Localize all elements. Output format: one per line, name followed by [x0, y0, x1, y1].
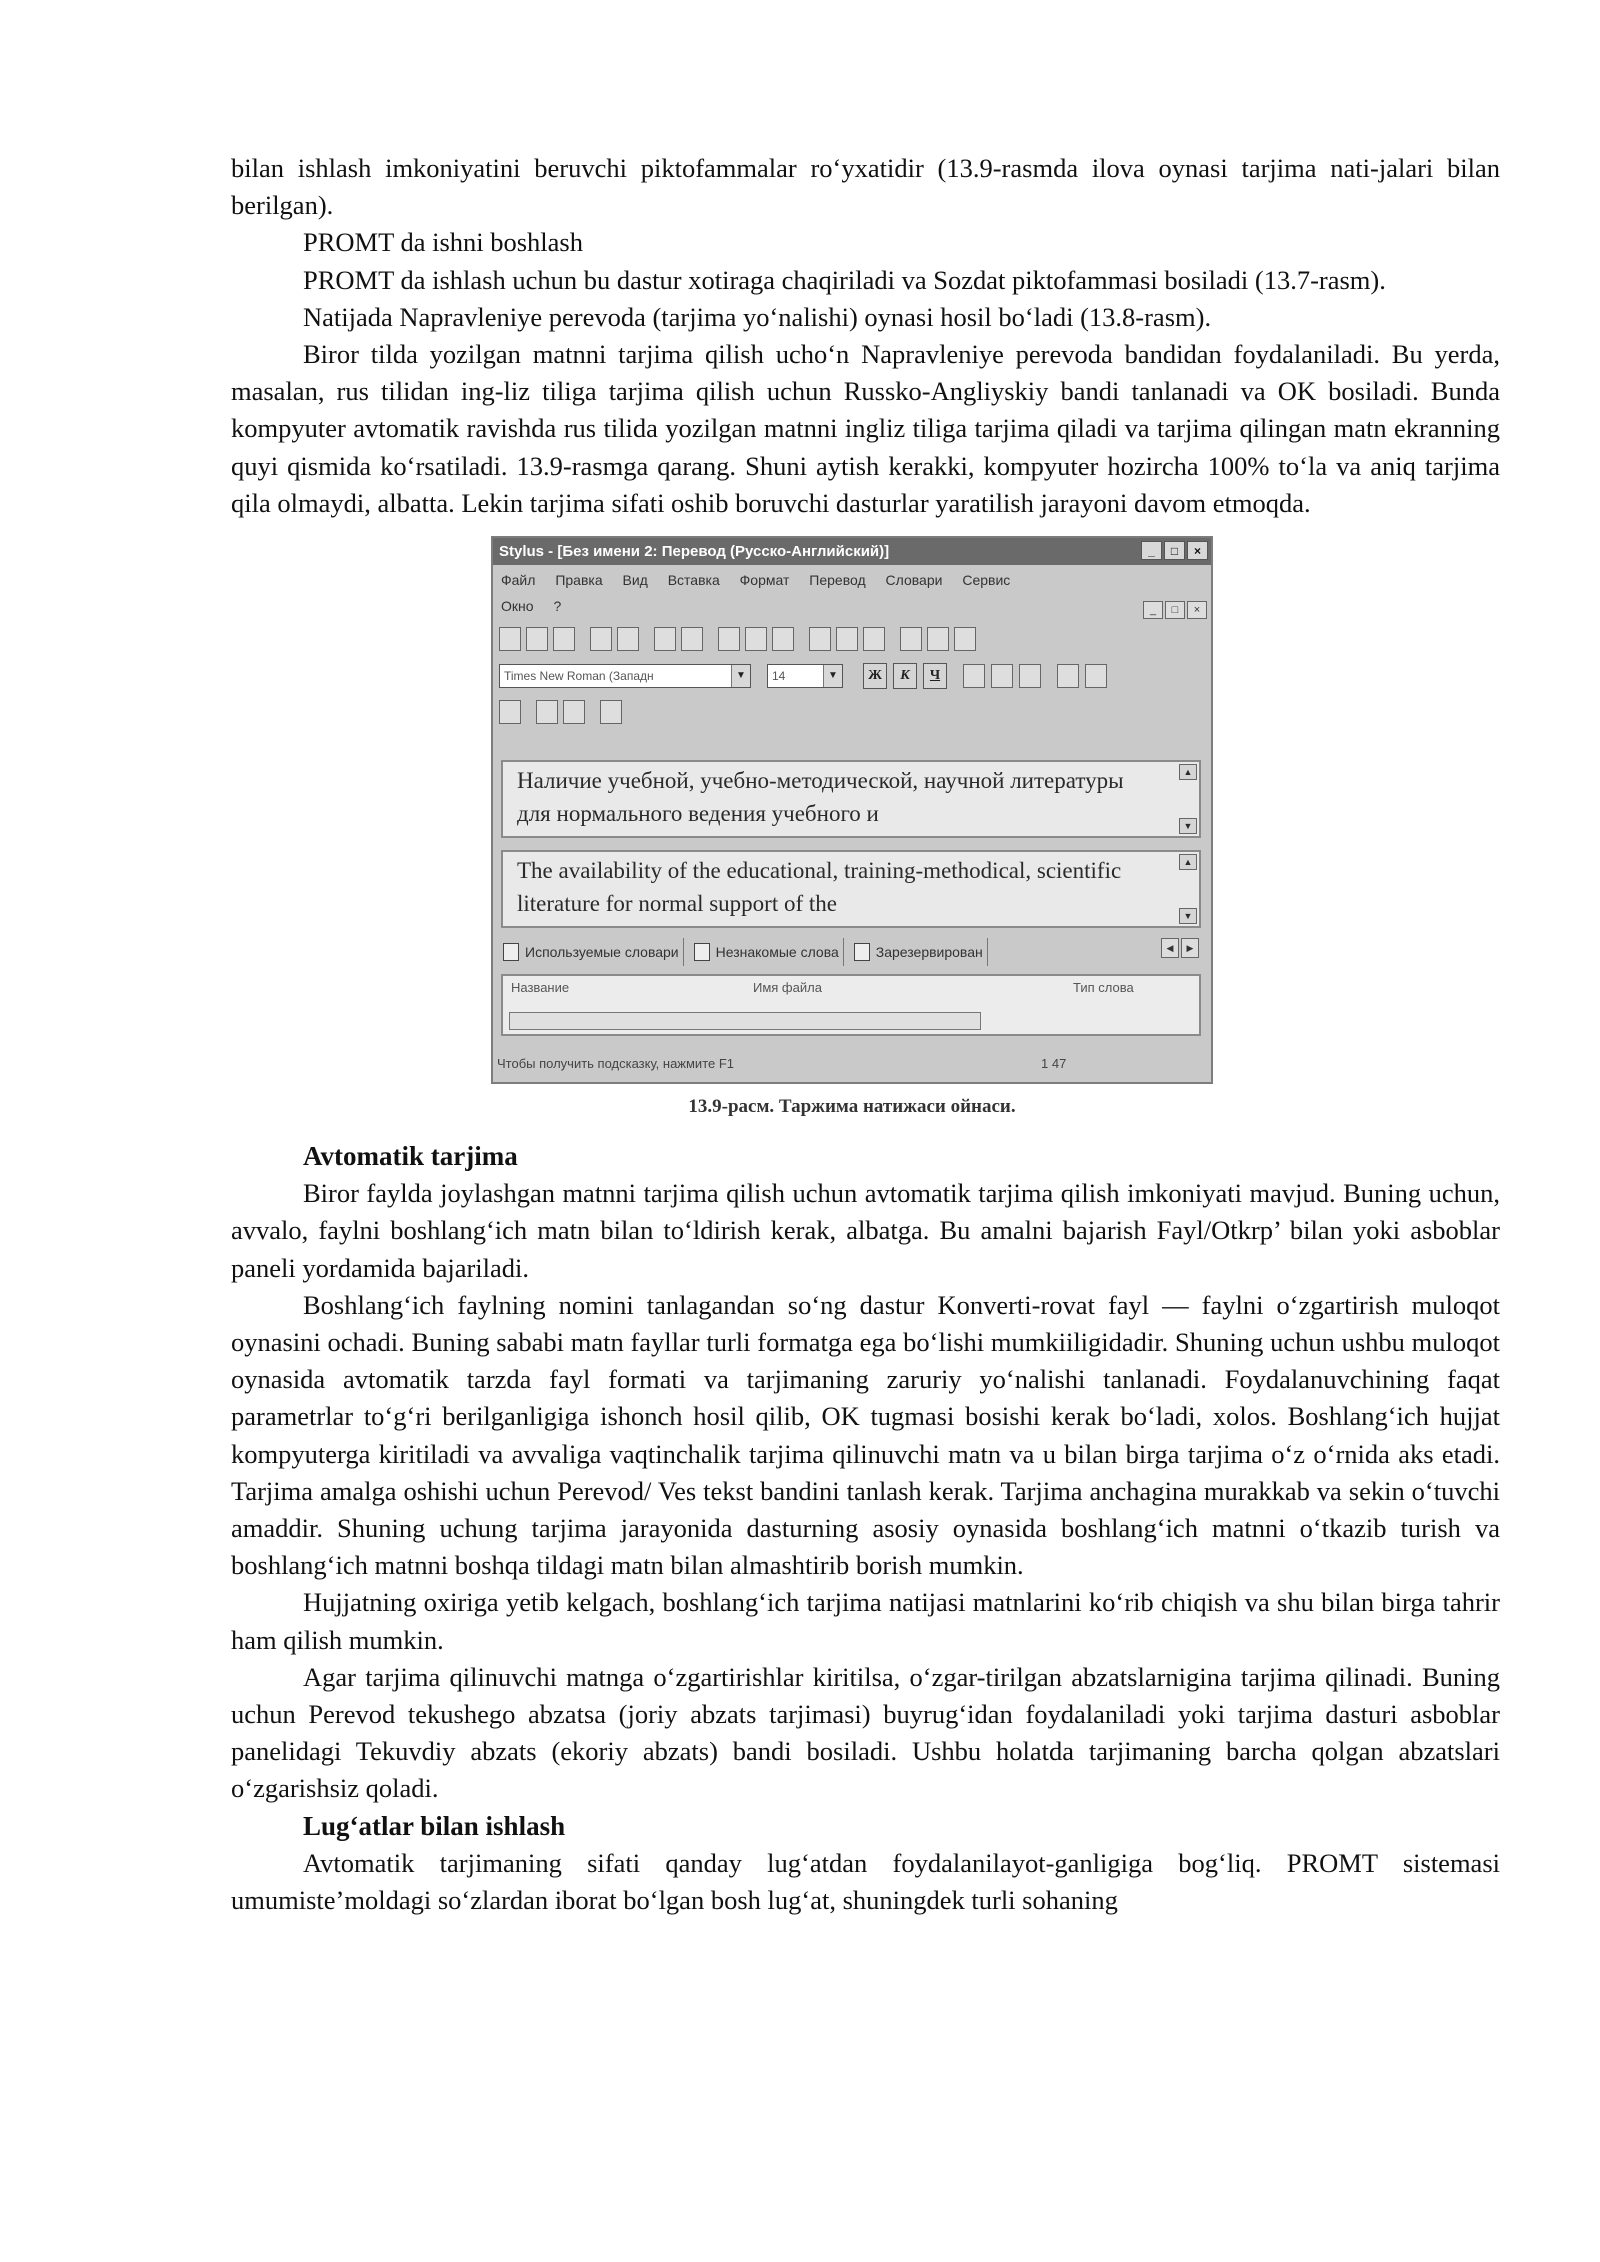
figure-screenshot — [491, 536, 1213, 1116]
window-title: Stylus - [Без имени 2: Перевод (Русско-Английский)] — [499, 543, 890, 561]
source-text-pane[interactable] — [501, 760, 1201, 838]
save-icon[interactable] — [553, 627, 575, 651]
menu-format[interactable]: Формат — [739, 572, 790, 589]
paste-icon[interactable] — [772, 627, 794, 651]
tab-label: Используемые словари — [525, 944, 679, 961]
pane-split-icon[interactable] — [927, 627, 949, 651]
app-window — [491, 536, 1213, 1084]
window-titlebar — [493, 538, 1211, 565]
tab-used-dictionaries[interactable] — [499, 938, 684, 966]
paragraph: Biror tilda yozilgan matnni tarjima qilish ucho‘n Napravleniye perevoda bandidan foydalaniladi. Bu yerda, masalan, rus tilidan ing-liz tiliga tarjima qilish uchun Russko-Angliyskiy bandi tanlanadi va OK bosiladi. Bunda kompyuter avtomatik ravishda rus tilida yozilgan matnni ingliz tiliga tarjima qiladi va tarjima qilingan matn ekranning quyi qismida ko‘rsatiladi. 13.9-rasmga qarang. Shuni aytish kerakki, kompyuter hozircha 100% to‘la va aniq tarjima qila olmaydi, albatta. Lekin tarjima sifati oshib boruvchi dasturlar yaratilish jarayoni davom etmoqda. — [231, 339, 1500, 518]
target-text: The availability of the educational, training-methodical, scientific literature for normal support of the — [517, 858, 1122, 917]
doc-minimize-button[interactable]: _ — [1143, 601, 1163, 619]
font-select-value: Times New Roman (Западн — [504, 669, 654, 684]
document-page — [231, 150, 1500, 1919]
menu-service[interactable]: Сервис — [962, 572, 1011, 589]
dictionary-icon — [503, 943, 519, 961]
find-icon[interactable] — [654, 627, 676, 651]
extra-toolbar — [493, 695, 1211, 729]
align-left-icon[interactable] — [963, 664, 985, 688]
target-text-pane[interactable] — [501, 850, 1201, 928]
menu-help[interactable]: ? — [553, 598, 562, 615]
column-header-name[interactable]: Название — [511, 980, 570, 996]
paragraph: Agar tarjima qilinuvchi matnga o‘zgartirishlar kiritilsa, o‘zgar-tirilgan abzatslarnigina tarjima qilinadi. Buning uchun Perevod tekushego abzatsa (joriy abzats tarjimasi) buyrug‘idan foydalaniladi yoki tarjima dasturi asboblar panelidagi Tekuvdiy abzats (ekoriy abzats) bandi bosiladi. Ushbu holatda tarjimaning barcha qolgan abzatslari o‘zgarishsiz qoladi. — [231, 1661, 1500, 1804]
size-select[interactable] — [767, 664, 843, 688]
replace-icon[interactable] — [681, 627, 703, 651]
status-bar — [493, 1050, 1213, 1078]
menu-file[interactable]: Файл — [501, 572, 536, 589]
grid-icon[interactable] — [954, 627, 976, 651]
dictionary-icon[interactable] — [536, 700, 558, 724]
size-select-value: 14 — [772, 669, 786, 684]
column-header-file[interactable]: Имя файла — [753, 980, 822, 996]
paragraph: PROMT da ishlash uchun bu dastur xotiraga chaqiriladi va Sozdat piktofammasi bosiladi (13.7-rasm). — [303, 264, 1386, 295]
scroll-down-icon: ▼ — [1179, 818, 1197, 834]
underline-button[interactable]: Ч — [923, 663, 947, 689]
doc-restore-button[interactable]: □ — [1165, 601, 1185, 619]
tab-prev-icon[interactable]: ◀ — [1161, 938, 1179, 958]
paragraph: Biror faylda joylashgan matnni tarjima qilish uchun avtomatik tarjima qilish imkoniyati mavjud. Buning uchun, avvalo, faylni boshlang‘ich matn bilan to‘ldirish kerak, albatga. Bu amalni bajarish Fayl/Otkrp’ bilan yoki asboblar paneli yordamida bajariladi. — [231, 1178, 1500, 1283]
bottom-tabs — [499, 938, 1199, 966]
section-heading: Avtomatik tarjima — [303, 1141, 518, 1172]
menu-dictionaries[interactable]: Словари — [885, 572, 943, 589]
scroll-up-icon: ▲ — [1179, 854, 1197, 870]
indent-icon[interactable] — [1085, 664, 1107, 688]
tab-reserved[interactable] — [850, 938, 988, 966]
horizontal-scrollbar[interactable] — [509, 1012, 981, 1030]
status-position: 1 47 — [1041, 1056, 1067, 1072]
help-icon[interactable] — [600, 700, 622, 724]
menu-view[interactable]: Вид — [622, 572, 648, 589]
section-heading: Lug‘atlar bilan ishlash — [303, 1810, 566, 1841]
minimize-button[interactable]: _ — [1141, 541, 1162, 560]
scrollbar[interactable] — [1179, 854, 1197, 924]
menu-window[interactable]: Окно — [501, 598, 534, 615]
check-icon — [854, 943, 870, 961]
translate-icon[interactable] — [590, 627, 612, 651]
list-icon[interactable] — [1057, 664, 1079, 688]
column-header-type[interactable]: Тип слова — [1073, 980, 1134, 996]
copy-icon[interactable] — [745, 627, 767, 651]
chevron-down-icon: ▼ — [731, 665, 750, 687]
paragraph: Hujjatning oxiriga yetib kelgach, boshlang‘ich tarjima natijasi matnlarini ko‘rib chiqish va shu bilan birga tahrir ham qilish mumkin. — [231, 1587, 1500, 1655]
standard-toolbar — [493, 621, 1211, 657]
layout-side-icon[interactable] — [836, 627, 858, 651]
paragraph: Natijada Napravleniye perevoda (tarjima yo‘nalishi) oynasi hosil bo‘ladi (13.8-rasm). — [303, 301, 1212, 332]
align-center-icon[interactable] — [991, 664, 1013, 688]
pane-icon[interactable] — [900, 627, 922, 651]
tab-next-icon[interactable]: ▶ — [1181, 938, 1199, 958]
figure-caption: 13.9-расм. Таржима натижаси ойнаси. — [688, 1096, 1016, 1118]
menu-insert[interactable]: Вставка — [667, 572, 720, 589]
scrollbar[interactable] — [1179, 764, 1197, 834]
dictionary-list — [501, 974, 1201, 1036]
font-select[interactable] — [499, 664, 751, 688]
menu-bar — [493, 565, 1211, 621]
tab-label: Зарезервирован — [875, 944, 983, 961]
status-hint: Чтобы получить подсказку, нажмите F1 — [497, 1056, 735, 1072]
menu-edit[interactable]: Правка — [555, 572, 603, 589]
maximize-button[interactable]: □ — [1164, 541, 1185, 560]
format-toolbar — [493, 657, 1211, 695]
close-button[interactable]: × — [1187, 541, 1208, 560]
bold-button[interactable]: Ж — [863, 663, 887, 689]
translate-all-icon[interactable] — [617, 627, 639, 651]
layout-single-icon[interactable] — [863, 627, 885, 651]
cut-icon[interactable] — [718, 627, 740, 651]
new-icon[interactable] — [499, 627, 521, 651]
source-text: Наличие учебной, учебно-методической, научной литературы для нормального ведения учебного и — [517, 768, 1124, 827]
italic-button[interactable]: К — [893, 663, 917, 689]
open-icon[interactable] — [526, 627, 548, 651]
page-icon — [694, 943, 710, 961]
tools-icon[interactable] — [563, 700, 585, 724]
paragraph: Avtomatik tarjimaning sifati qanday lug‘atdan foydalanilayot-ganligiga bog‘liq. PROMT sistemasi umumiste’moldagi so‘zlardan iborat bo‘lgan bosh lug‘at, shuningdek turli sohaning — [231, 1847, 1500, 1916]
scroll-down-icon: ▼ — [1179, 908, 1197, 924]
menu-translate[interactable]: Перевод — [809, 572, 866, 589]
paragraph: PROMT da ishni boshlash — [303, 227, 583, 258]
paragraph: Boshlang‘ich faylning nomini tanlagandan so‘ng dastur Konverti-rovat fayl — faylni o‘zgartirish muloqot oynasini ochadi. Buning sababi matn fayllar turli formatga ega bo‘lishi mumkiiligidadir. Shuning uchun ushbu muloqot oynasida avtomatik tarzda fayl formati va tarjimaning zaruriy yo‘nalishi tanlanadi. Foydalanuvchining faqat parametrlar to‘g‘ri berilganligiga ishonch hosil qilib, OK tugmasi bosishi kerak bo‘ladi, xolos. Boshlang‘ich hujjat kompyuterga kiritiladi va avvaliga vaqtinchalik tarjima qilinuvchi matn va u bilan birga tarjima o‘z o‘rnida aks etadi. Tarjima amalga oshishi uchun Perevod/ Ves tekst bandini tanlash kerak. Tarjima anchagina murakkab va sekin o‘tuvchi amaddir. Shuning uchung tarjima jarayonida dasturning asosiy oynasida boshlang‘ich matnni o‘tkazib turish va boshlang‘ich matnni boshqa tildagi matn bilan almashtirib borish mumkin. — [231, 1289, 1500, 1581]
layout-top-icon[interactable] — [809, 627, 831, 651]
tab-unknown-words[interactable] — [690, 938, 844, 966]
doc-close-button[interactable]: × — [1187, 601, 1207, 619]
scroll-up-icon: ▲ — [1179, 764, 1197, 780]
paragraph: bilan ishlash imkoniyatini beruvchi piktofammalar ro‘yxatidir (13.9-rasmda ilova oynasi tarjima nati-jalari bilan berilgan). — [231, 153, 1500, 221]
align-right-icon[interactable] — [1019, 664, 1041, 688]
link-icon[interactable] — [499, 700, 521, 724]
chevron-down-icon: ▼ — [823, 665, 842, 687]
tab-label: Незнакомые слова — [715, 944, 839, 961]
